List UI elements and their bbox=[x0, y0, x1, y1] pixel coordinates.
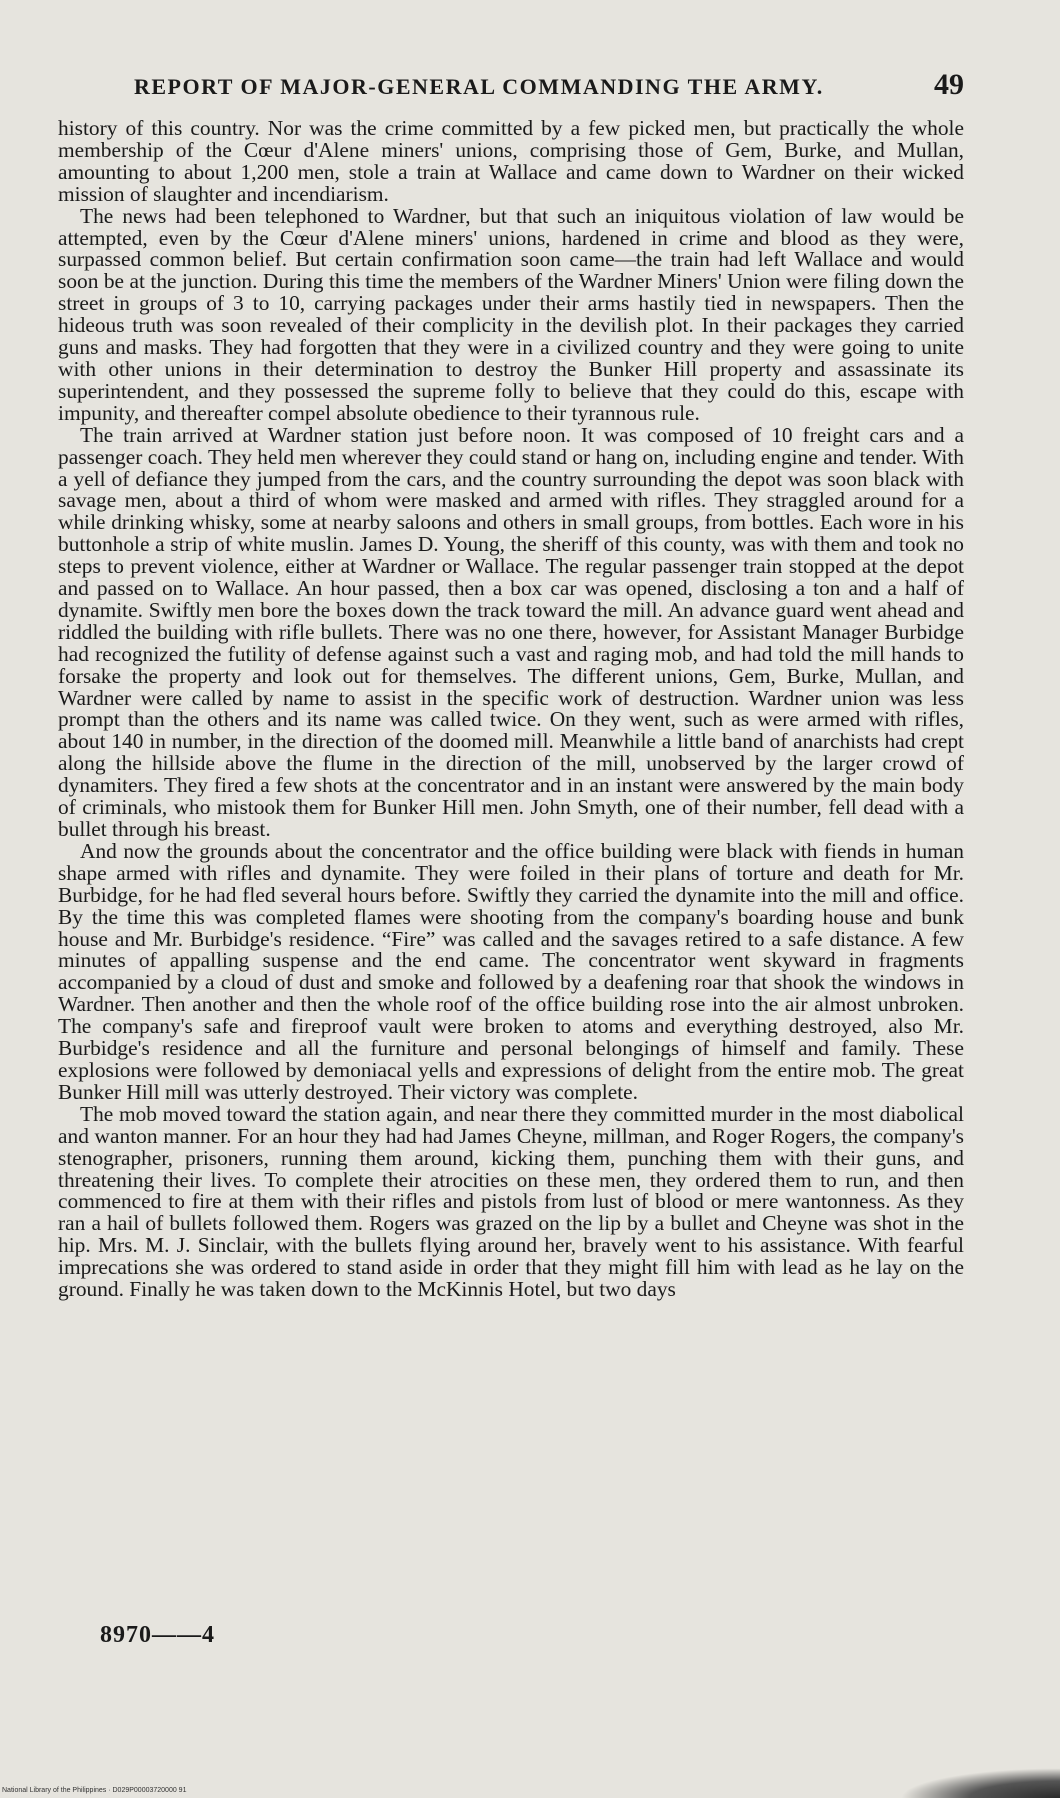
scan-footer: National Library of the Philippines · D029P00003720000 91 bbox=[2, 1787, 187, 1794]
scan-shadow bbox=[900, 1768, 1060, 1798]
paragraph-4: And now the grounds about the concentrator and the office building were black with fiends in human shape armed with rifles and dynamite. They were foiled in their plans of torture and death for Mr. Burbidge, for he had fled several hours before. Swiftly they carried the dynamite into the mill and office. By the time this was completed flames were shooting from the company's boarding house and bunk house and Mr. Burbidge's residence. “Fire” was called and the savages retired to a safe distance. A few minutes of appalling suspense and the end came. The concentrator went skyward in fragments accompanied by a cloud of dust and smoke and followed by a deafening roar that shook the windows in Wardner. Then another and then the whole roof of the office building rose into the air almost unbroken. The company's safe and fireproof vault were broken to atoms and everything destroyed, also Mr. Burbidge's residence and all the furniture and personal belongings of himself and family. These explosions were followed by demoniacal yells and expressions of delight from the entire mob. The great Bunker Hill mill was utterly destroyed. Their victory was complete. bbox=[58, 838, 964, 1104]
paragraph-5: The mob moved toward the station again, and near there they committed murder in the most diabolical and wanton manner. For an hour they had had James Cheyne, millman, and Roger Rogers, the company's stenographer, prisoners, running them around, kicking them, punching them with their guns, and threatening their lives. To complete their atrocities on these men, they ordered them to run, and then commenced to fire at them with their rifles and pistols from lust of blood or mere wantonness. As they ran a hail of bullets followed them. Rogers was grazed on the lip by a bullet and Cheyne was shot in the hip. Mrs. M. J. Sinclair, with the bullets flying around her, bravely went to his assistance. With fearful imprecations she was ordered to stand aside in order that they might fill him with lead as he lay on the ground. Finally he was taken down to the McKinnis Hotel, but two days bbox=[58, 1101, 964, 1302]
paragraph-1: history of this country. Nor was the crime committed by a few picked men, but practically the whole membership of the Cœur d'Alene miners' unions, comprising those of Gem, Burke, and Mullan, amounting to about 1,200 men, stole a train at Wallace and came down to Wardner on their wicked mission of slaughter and incendiarism. bbox=[58, 116, 964, 206]
printer-signature-mark: 8970——4 bbox=[100, 1622, 215, 1648]
paragraph-3: The train arrived at Wardner station just before noon. It was composed of 10 freight cars and a passenger coach. They held men wherever they could stand or hang on, including engine and tender. With a yell of defiance they jumped from the cars, and the country surrounding the depot was soon black with savage men, about a third of whom were masked and armed with rifles. They straggled around for a while drinking whisky, some at nearby saloons and others in small groups, from bottles. Each wore in his buttonhole a strip of white muslin. James D. Young, the sheriff of this county, was with them and took no steps to prevent violence, either at Wardner or Wallace. The regular passenger train stopped at the depot and passed on to Wallace. An hour passed, then a box car was opened, disclosing a ton and a half of dynamite. Swiftly men bore the boxes down the track toward the mill. An advance guard went ahead and riddled the building with rifle bullets. There was no one there, however, for Assistant Manager Burbidge had recognized the futility of defense against such a vast and raging mob, and had told the mill hands to forsake the property and look out for themselves. The different unions, Gem, Burke, Mullan, and Wardner were called by name to assist in the specific work of destruction. Wardner union was less prompt than the others and its name was called twice. On they went, such as were armed with rifles, about 140 in number, in the direction of the doomed mill. Meanwhile a little band of anarchists had crept along the hillside above the flume in the direction of the mill, unobserved by the larger crowd of dynamiters. They fired a few shots at the concentrator and in an instant were answered by the main body of criminals, who mistook them for Bunker Hill men. John Smyth, one of their number, fell dead with a bullet through his breast. bbox=[58, 422, 964, 841]
page-number: 49 bbox=[934, 68, 964, 101]
running-title: REPORT OF MAJOR-GENERAL COMMANDING THE ARMY. bbox=[134, 74, 824, 99]
page-header bbox=[134, 68, 964, 102]
body-text bbox=[58, 118, 964, 1301]
paragraph-2: The news had been telephoned to Wardner, but that such an iniquitous violation of law would be attempted, even by the Cœur d'Alene miners' unions, hardened in crime and blood as they were, surpassed common belief. But certain confirmation soon came—the train had left Wallace and would soon be at the junction. During this time the members of the Wardner Miners' Union were filing down the street in groups of 3 to 10, carrying packages under their arms hastily tied in newspapers. Then the hideous truth was soon revealed of their complicity in the devilish plot. In their packages they carried guns and masks. They had forgotten that they were in a civilized country and they were going to unite with other unions in their determination to destroy the Bunker Hill property and assassinate its superintendent, and they possessed the supreme folly to believe that they could do this, escape with impunity, and thereafter compel absolute obedience to their tyrannous rule. bbox=[58, 203, 964, 425]
